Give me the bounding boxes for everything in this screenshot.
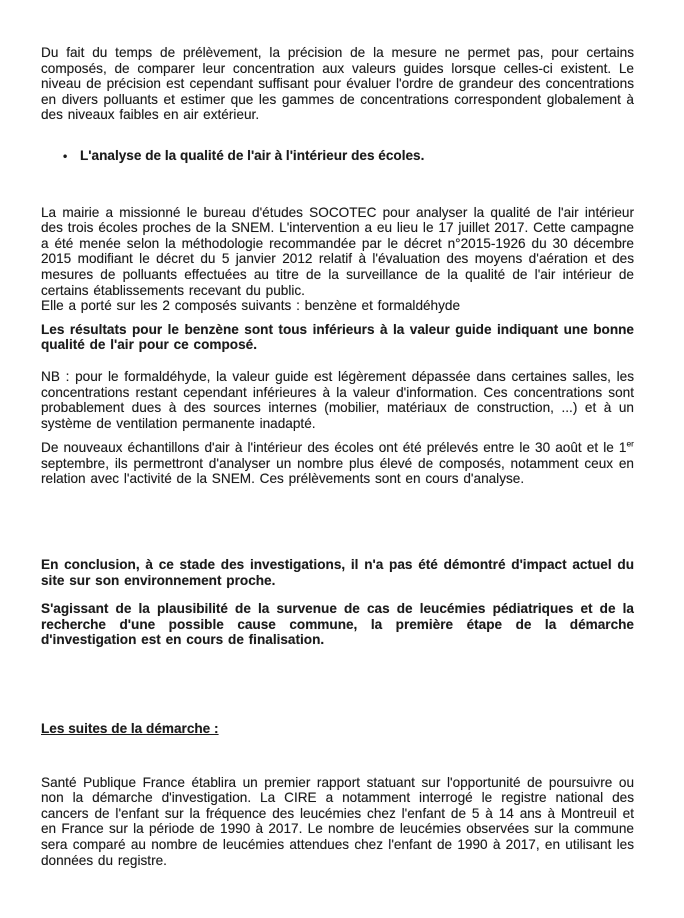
paragraph-measure-precision: Du fait du temps de prélèvement, la précision de la mesure ne permet pas, pour certains composés, de comparer leur concentration aux valeurs guides lorsque celles-ci existent. Le niveau de précision est cependant suffisant pour évaluer l'ordre de grandeur des concentrations en divers polluants et estimer que les gammes de concentrations correspondent globalement à des niveaux faibles en air extérieur.: [41, 45, 634, 123]
paragraph-two-compounds: Elle a porté sur les 2 composés suivants : benzène et formaldéhyde: [41, 298, 461, 314]
bullet-heading: [63, 148, 634, 165]
paragraph-nb-formaldehyde: NB : pour le formaldéhyde, la valeur guide est légèrement dépassée dans certaines salles, les concentrations restant cependant inférieures à la valeur d'information. Ces concentrations sont probablement dues à des sources internes (mobilier, matériaux de construction, ...) et à un système de ventilation permanente inadapté.: [41, 368, 634, 431]
paragraph-new-samples: [41, 440, 634, 487]
paragraph-benzene-results: Les résultats pour le benzène sont tous inférieurs à la valeur guide indiquant une bonne qualité de l'air pour ce composé.: [41, 321, 634, 353]
section-heading-next-steps: Les suites de la démarche :: [41, 721, 219, 737]
new-samples-ordinal-superscript: er: [626, 438, 634, 449]
paragraph-conclusion-leukemia-investigation: S'agissant de la plausibilité de la survenue de cas de leucémies pédiatriques et de la recherche d'une possible cause commune, la première étape de la démarche d'investigation est en cours de finalisation.: [41, 601, 634, 648]
paragraph-conclusion-no-impact: En conclusion, à ce stade des investigations, il n'a pas été démontré d'impact actuel du site sur son environnement proche.: [41, 557, 634, 588]
paragraph-sante-publique-report: Santé Publique France établira un premier rapport statuant sur l'opportunité de poursuivre ou non la démarche d'investigation. La CIRE a notamment interrogé le registre national des cancers de l'enfant sur la fréquence des leucémies chez l'enfant de 5 à 14 ans à Montreuil et en France sur la période de 1990 à 2017. Le nombre de leucémies observées sur la commune sera comparé au nombre de leucémies attendues chez l'enfant de 1990 à 2017, en utilisant les données du registre.: [41, 774, 634, 868]
new-samples-text-end: septembre, ils permettront d'analyser un nombre plus élevé de composés, notamment ceux en relation avec l'activité de la SNEM. Ces prélèvements sont en cours d'analyse.: [41, 455, 634, 487]
paragraph-socotec-campaign: La mairie a missionné le bureau d'études SOCOTEC pour analyser la qualité de l'air intérieur des trois écoles proches de la SNEM. L'intervention a eu lieu le 17 juillet 2017. Cette campagne a été menée selon la méthodologie recommandée par le décret n°2015-1926 du 30 décembre 2015 modifiant le décret du 5 janvier 2012 relatif à l'évaluation des moyens d'aération et des mesures de polluants effectuées au titre de la surveillance de la qualité de l'air intérieur de certains établissements recevant du public.: [41, 204, 634, 298]
bullet-icon: •: [63, 148, 68, 163]
bullet-heading-text: L'analyse de la qualité de l'air à l'intérieur des écoles.: [80, 147, 425, 163]
new-samples-text-start: De nouveaux échantillons d'air à l'intérieur des écoles ont été prélevés entre le 30 août et le 1: [41, 440, 627, 456]
